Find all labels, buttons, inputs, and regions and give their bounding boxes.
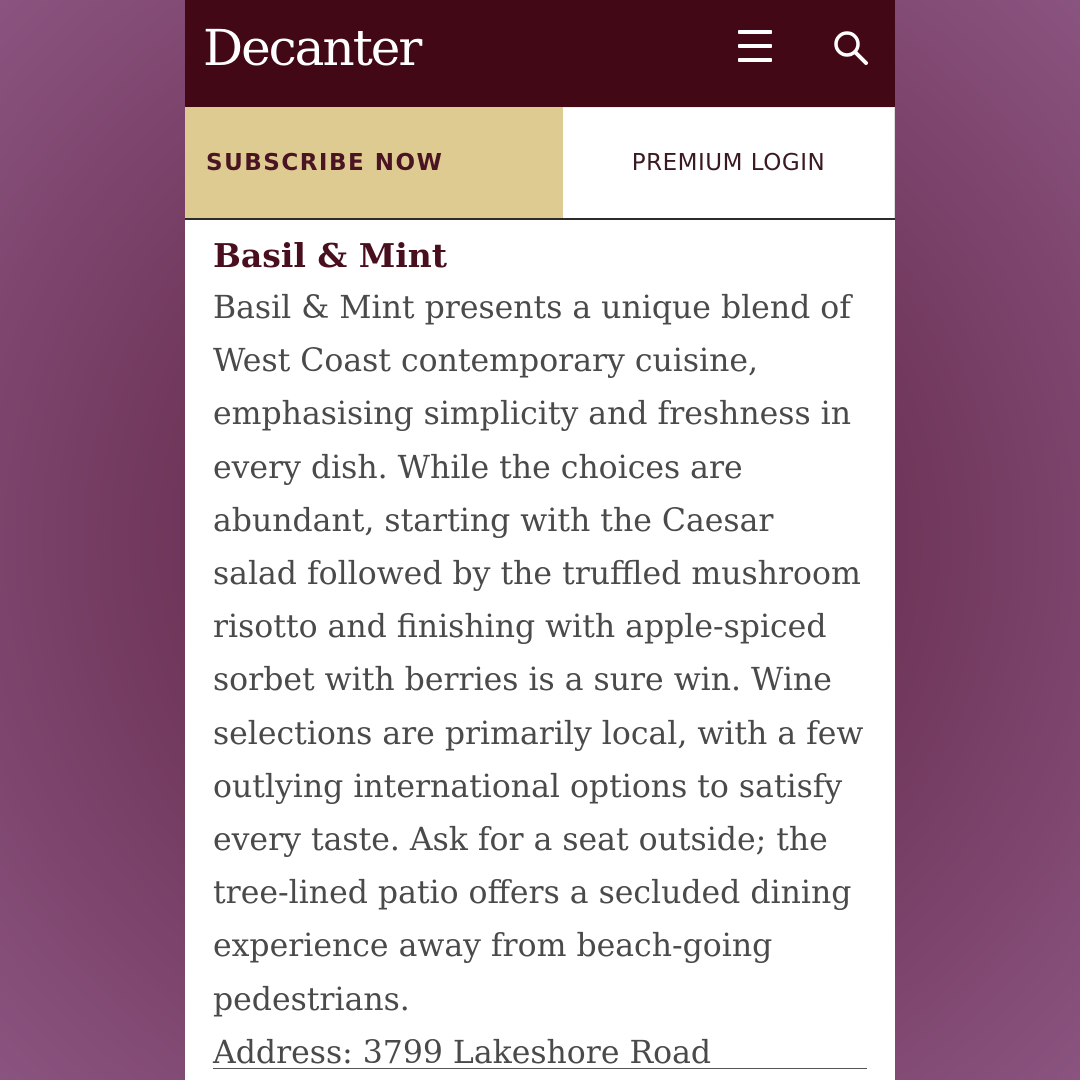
premium-login-button[interactable]: PREMIUM LOGIN [563, 107, 895, 218]
restaurant-title: Basil & Mint [213, 236, 447, 275]
hamburger-menu-icon[interactable] [736, 28, 774, 64]
article-content [185, 220, 895, 1080]
mobile-page [185, 0, 895, 1080]
section-divider [213, 1068, 867, 1069]
site-header [185, 0, 895, 107]
subscribe-now-button[interactable]: SUBSCRIBE NOW [185, 107, 563, 218]
account-actions [185, 107, 895, 220]
restaurant-description: Basil & Mint presents a unique blend of West Coast contemporary cuisine, emphasising simplicity and freshness in every dish. While the choices are abundant, starting with the Caesar salad followed by the truffled mushroom risotto and finishing with apple-spiced sorbet with berries is a sure win. Wine selections are primarily local, with a few outlying international options to satisfy every taste. Ask for a seat outside; the tree-lined patio offers a secluded dining experience away from beach-going pedestrians. [213, 290, 864, 1018]
search-icon[interactable] [831, 28, 871, 68]
decanter-logo[interactable]: Decanter [203, 19, 421, 77]
restaurant-address: Address: 3799 Lakeshore Road [213, 1034, 712, 1071]
